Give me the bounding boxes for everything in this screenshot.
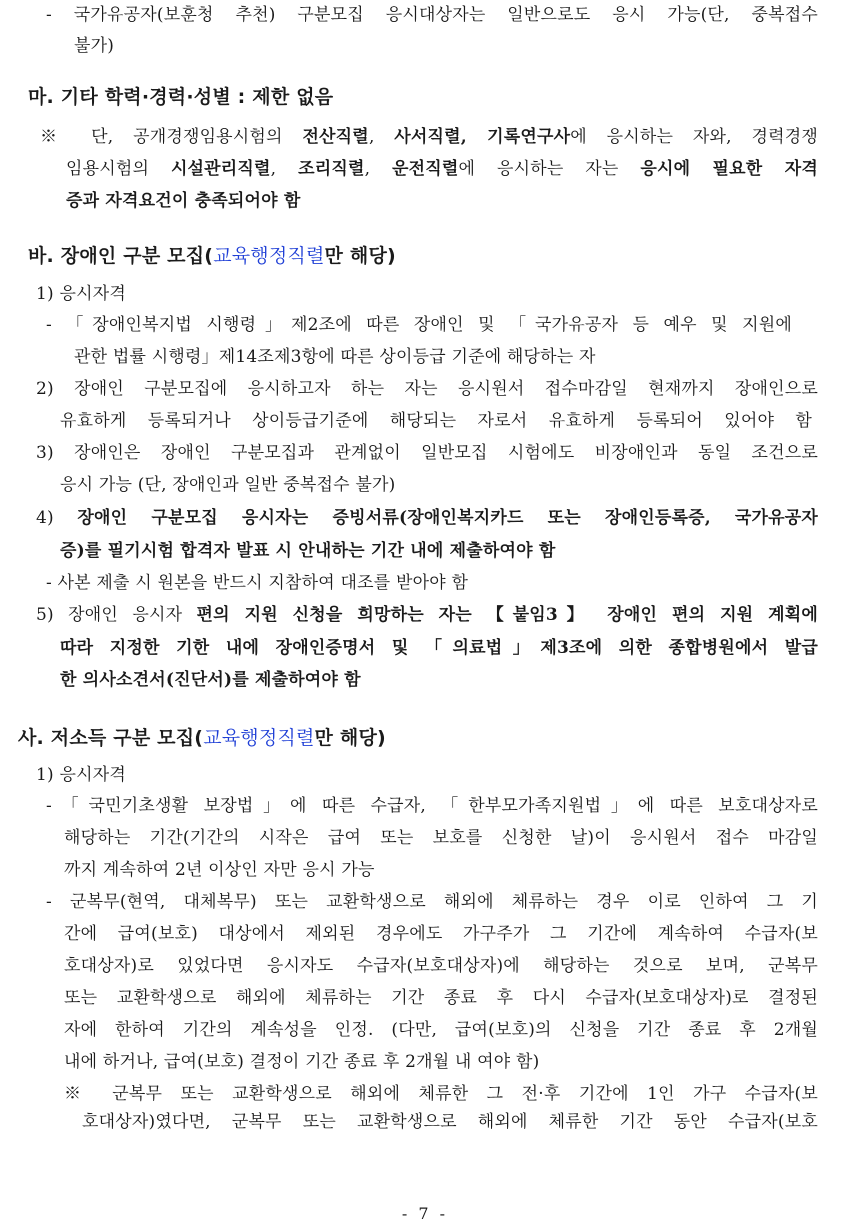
section-heading-ba: 바. 장애인 구분 모집(교육행정직렬만 해당) — [28, 245, 396, 267]
text-line: 3) 장애인은 장애인 구분모집과 관계없이 일반모집 시험에도 비장애인과 동일 조건으로 — [36, 443, 818, 463]
text-line: - 사본 제출 시 원본을 반드시 지참하여 대조를 받아야 함 — [46, 573, 469, 593]
text-line: 불가) — [74, 36, 115, 56]
text-line: - 국가유공자(보훈청 추천) 구분모집 응시대상자는 일반으로도 응시 가능(단, 중복접수 — [46, 5, 818, 25]
note-line: 증과 자격요건이 충족되어야 함 — [66, 191, 301, 211]
section-heading-sa: 사. 저소득 구분 모집(교육행정직렬만 해당) — [18, 727, 386, 749]
text-line: 4) 장애인 구분모집 응시자는 증빙서류(장애인복지카드 또는 장애인등록증, 국가유공자 — [36, 508, 819, 528]
text-line: 1) 응시자격 — [36, 284, 126, 304]
text-line: 5) 장애인 응시자 편의 지원 신청을 희망하는 자는 【붙임3】 장애인 편의 지원 계획에 — [36, 605, 818, 625]
page-number: - 7 - — [401, 1204, 449, 1223]
text-line: 한 의사소견서(진단서)를 제출하여야 함 — [60, 670, 361, 690]
text-line: 1) 응시자격 — [36, 765, 126, 785]
text-line: 까지 계속하여 2년 이상인 자만 응시 가능 — [64, 860, 375, 880]
text-line: - 군복무(현역, 대체복무) 또는 교환학생으로 해외에 체류하는 경우 이로 인하여 그 기 — [46, 892, 818, 912]
text-line: 2) 장애인 구분모집에 응시하고자 하는 자는 응시원서 접수마감일 현재까지 장애인으로 — [36, 379, 818, 399]
text-line: 따라 지정한 기한 내에 장애인증명서 및 「의료법」제3조에 의한 종합병원에서 발급 — [60, 638, 818, 658]
text-line: 응시 가능 (단, 장애인과 일반 중복접수 불가) — [60, 475, 396, 495]
text-line: - 「장애인복지법 시행령」제2조에 따른 장애인 및 「국가유공자 등 예우 및 지원에 — [46, 315, 792, 335]
text-line: 자에 한하여 기간의 계속성을 인정. (다만, 급여(보호)의 신청을 기간 종료 후 2개월 — [64, 1020, 818, 1040]
note-line: ※ 군복무 또는 교환학생으로 해외에 체류한 그 전·후 기간에 1인 가구 수급자(보 — [64, 1084, 818, 1104]
text-line: 또는 교환학생으로 해외에 체류하는 기간 종료 후 다시 수급자(보호대상자)로 결정된 — [64, 988, 818, 1008]
text-line: 내에 하거나, 급여(보호) 결정이 기간 종료 후 2개월 내 여야 함) — [64, 1052, 540, 1072]
section-heading-ma: 마. 기타 학력·경력·성별 : 제한 없음 — [28, 86, 334, 108]
text-line: 간에 급여(보호) 대상에서 제외된 경우에도 가구주가 그 기간에 계속하여 수급자(보 — [64, 924, 818, 944]
text-line: 관한 법률 시행령」제14조제3항에 따른 상이등급 기준에 해당하는 자 — [74, 347, 596, 367]
text-line: 해당하는 기간(기간의 시작은 급여 또는 보호를 신청한 날)이 응시원서 접수 마감일 — [64, 828, 818, 848]
note-line: 호대상자)였다면, 군복무 또는 교환학생으로 해외에 체류한 기간 동안 수급자(보호 — [82, 1112, 818, 1132]
text-line: 유효하게 등록되거나 상이등급기준에 해당되는 자로서 유효하게 등록되어 있어야 함 — [60, 411, 812, 431]
note-line: ※ 단, 공개경쟁임용시험의 전산직렬, 사서직렬, 기록연구사에 응시하는 자와, 경력경쟁 — [40, 127, 818, 147]
text-line: 호대상자)로 있었다면 응시자도 수급자(보호대상자)에 해당하는 것으로 보며, 군복무 — [64, 956, 818, 976]
text-line: -「국민기초생활 보장법」에 따른 수급자, 「한부모가족지원법」에 따른 보호대상자로 — [46, 796, 818, 816]
text-line: 증)를 필기시험 합격자 발표 시 안내하는 기간 내에 제출하여야 함 — [60, 541, 556, 561]
note-line: 임용시험의 시설관리직렬, 조리직렬, 운전직렬에 응시하는 자는 응시에 필요한 자격 — [66, 159, 819, 179]
